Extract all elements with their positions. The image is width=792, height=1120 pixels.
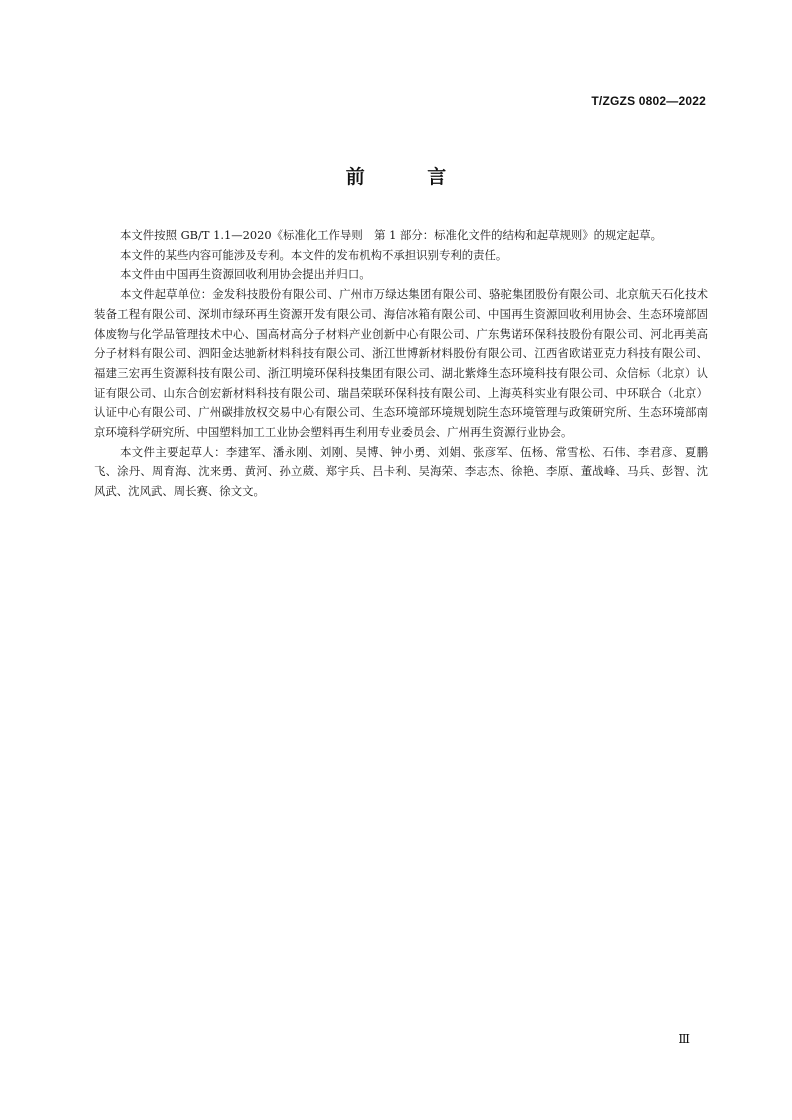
page-title: 前 言 (345, 166, 475, 188)
page-number: Ⅲ (678, 1032, 690, 1046)
drafting-rules-paragraph: 本文件按照 GB/T 1.1—2020《标准化工作导则 第 1 部分：标准化文件的结构和起草规则》的规定起草。 (120, 228, 662, 242)
proposer-paragraph: 本文件由中国再生资源回收利用协会提出并归口。 (120, 267, 371, 282)
drafting-organizations-paragraph: 本文件起草单位：金发科技股份有限公司、广州市万绿达集团有限公司、骆驼集团股份有限公司、北京航天石化技术装备工程有限公司、深圳市绿环再生资源开发有限公司、海信冰箱有限公司、中国再生资源回收利用协会、生态环境部固体废物与化学品管理技术中心、国高材高分子材料产业创新中心有限公司、广东隽诺环保科技股份有限公司、河北再美高分子材料有限公司、泗阳金达驰新材料科技有限公司、浙江世博新材料股份有限公司、江西省欧诺亚克力科技有限公司、福建三宏再生资源科技有限公司、浙江明境环保科技集团有限公司、湖北紫烽生态环境科技有限公司、众信标（北京）认证有限公司、山东合创宏新材料科技有限公司、瑞昌荣联环保科技有限公司、上海英科实业有限公司、中环联合（北京）认证中心有限公司、广州碳排放权交易中心有限公司、生态环境部环境规划院生态环境管理与政策研究所、生态环境部南京环境科学研究所、中国塑料加工工业协会塑料再生利用专业委员会、广州再生资源行业协会。 (94, 287, 708, 440)
patent-notice-paragraph: 本文件的某些内容可能涉及专利。本文件的发布机构不承担识别专利的责任。 (120, 247, 508, 262)
document-body (94, 226, 708, 502)
drafters-paragraph: 本文件主要起草人：李建军、潘永刚、刘刚、吴博、钟小勇、刘娟、张彦军、伍杨、常雪松、石伟、李君彦、夏鹏飞、涂丹、周育海、沈来勇、黄河、孙立葳、郑宇兵、吕卡利、吴海荣、李志杰、徐艳、李原、董战峰、马兵、彭智、沈风武、沈风武、周长赛、徐文文。 (94, 444, 708, 499)
standard-code: T/ZGZS 0802—2022 (591, 94, 706, 108)
